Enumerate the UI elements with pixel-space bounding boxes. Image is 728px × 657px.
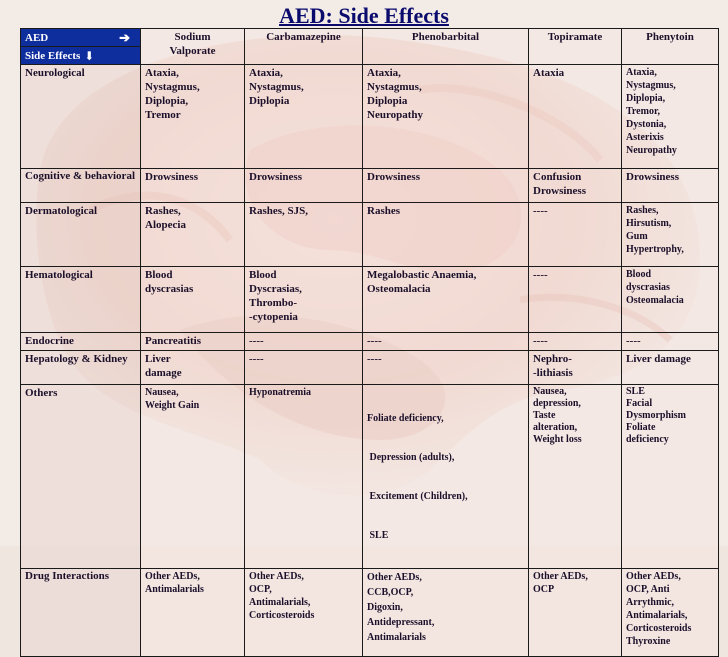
cell-line: Hypertrophy, [626,244,684,255]
cell-line: Diplopia [249,95,290,107]
corner-side-effects-label: Side Effects [25,49,81,62]
table-cell [529,333,622,351]
table-cell [141,569,245,657]
cell-line: SLE [626,386,645,397]
cell-line: -cytopenia [249,311,298,323]
cell-line: dyscrasias [626,282,670,293]
table-cell [141,351,245,385]
aed-side-effects-table [20,28,719,657]
table-cell [622,65,719,169]
cell-line: Tremor, [626,106,660,117]
cell-line: Drowsiness [367,171,420,183]
table-cell [622,333,719,351]
cell-line: Thyroxine [626,636,671,647]
cell-line: Weight loss [533,434,582,445]
table-cell [529,569,622,657]
cell-line: Rashes, [626,205,659,216]
table-cell [363,65,529,169]
table-cell [622,569,719,657]
cell-line: Other AEDs, [145,571,200,582]
cell-line: ---- [626,335,641,347]
cell-line: ---- [533,335,548,347]
cell-line: Taste [533,410,556,421]
cell-line: ---- [533,269,548,281]
cell-line: Other AEDs, [249,571,304,582]
table-row [21,267,719,333]
cell-line: Hirsutism, [626,218,672,229]
cell-line: Dyscrasias, [249,283,302,295]
cell-line: Digoxin, [367,602,403,613]
table-cell [363,333,529,351]
cell-line: Ataxia, [367,67,401,79]
cell-line: alteration, [533,422,578,433]
cell-line: Drowsiness [533,185,586,197]
cell-line: Depression (adults), [367,452,455,463]
cell-line: Confusion [533,171,582,183]
table-cell [141,169,245,203]
cell-line: Arrythmic, [626,597,675,608]
down-arrow-icon: ⬇ [84,48,95,63]
cell-line: Nystagmus, [249,81,304,93]
table-cell [141,203,245,267]
cell-line: Foliate deficiency, [367,413,444,424]
cell-line: ---- [367,335,382,347]
table-cell [529,169,622,203]
cell-line: CCB,OCP, [367,587,414,598]
table-cell [363,569,529,657]
header-row [21,29,719,65]
table-cell [622,267,719,333]
cell-line: ---- [249,335,264,347]
cell-line: Other AEDs, [626,571,681,582]
cell-line: Rashes, SJS, [249,205,308,217]
table-row [21,385,719,569]
cell-line: Nephro- [533,353,572,365]
cell-line: Dystonia, [626,119,667,130]
table-cell [245,169,363,203]
row-label: Hepatology & Kidney [21,351,141,385]
column-header: Sodium Valporate [141,29,245,65]
cell-line: -lithiasis [533,367,573,379]
row-label: Others [21,385,141,569]
table-cell [529,65,622,169]
cell-line: Nystagmus, [145,81,200,93]
cell-line: ---- [249,353,264,365]
table-row [21,203,719,267]
cell-line: Nystagmus, [626,80,676,91]
table-cell [529,351,622,385]
cell-line: Antidepressant, [367,617,435,628]
cell-line: Megalobastic Anaemia, [367,269,477,281]
table-cell [363,267,529,333]
cell-line: Other AEDs, [533,571,588,582]
cell-line: ---- [367,353,382,365]
cell-line: Corticosteroids [626,623,692,634]
cell-line: Antimalarials, [249,597,311,608]
cell-line: Drowsiness [626,171,679,183]
table-cell [363,351,529,385]
table-cell [141,267,245,333]
cell-line: Diplopia, [626,93,666,104]
row-label: Endocrine [21,333,141,351]
table-cell [363,203,529,267]
table-cell [245,65,363,169]
cell-line: Facial [626,398,653,409]
table-row [21,169,719,203]
cell-line: deficiency [626,434,669,445]
corner-aed-label: AED [25,31,49,44]
cell-line: Gum [626,231,648,242]
page-title: AED: Side Effects [279,3,449,28]
table-cell [622,169,719,203]
table-cell [622,385,719,569]
cell-line: Nausea, [145,387,179,398]
table-cell [245,333,363,351]
cell-line: Foliate [626,422,656,433]
cell-line: Drowsiness [249,171,302,183]
table-cell [141,385,245,569]
cell-line: Ataxia, [249,67,283,79]
cell-line: OCP, Anti [626,584,670,595]
cell-line: Antimalarials [145,584,204,595]
cell-line: Weight Gain [145,400,200,411]
cell-line: Thrombo- [249,297,298,309]
cell-line: Blood [249,269,277,281]
table-cell [529,267,622,333]
cell-line: Antimalarials [367,632,426,643]
cell-line: OCP, [249,584,272,595]
row-label: Cognitive & behavioral [21,169,141,203]
header-corner-cell [21,29,141,65]
cell-line: Tremor [145,109,181,121]
cell-line: Diplopia [367,95,408,107]
table-cell [622,203,719,267]
cell-line: Other AEDs, [367,572,422,583]
cell-line: depression, [533,398,581,409]
row-label: Hematological [21,267,141,333]
table-row [21,351,719,385]
table-cell [363,169,529,203]
table-cell [245,385,363,569]
cell-line: ---- [533,205,548,217]
column-header: Phenytoin [622,29,719,65]
table-row [21,333,719,351]
table-cell [141,333,245,351]
cell-line: Dysmorphism [626,410,687,421]
cell-line: Ataxia, [626,67,657,78]
cell-line: OCP [533,584,555,595]
cell-line: Liver damage [626,353,691,365]
cell-line: Hyponatremia [249,387,312,398]
column-header: Topiramate [529,29,622,65]
row-label: Dermatological [21,203,141,267]
row-label: Drug Interactions [21,569,141,657]
cell-line: Corticosteroids [249,610,315,621]
table-cell [363,385,529,569]
column-header: Phenobarbital [363,29,529,65]
cell-line: Drowsiness [145,171,198,183]
row-label: Neurological [21,65,141,169]
table-row [21,569,719,657]
cell-line: Alopecia [145,219,186,231]
table-cell [622,351,719,385]
cell-line: Rashes, [145,205,181,217]
cell-line: Diplopia, [145,95,189,107]
table-cell [245,203,363,267]
table-cell [529,203,622,267]
cell-line: Blood [626,269,652,280]
column-header: Carbamazepine [245,29,363,65]
cell-line: Neuropathy [367,109,424,121]
table-cell [245,267,363,333]
cell-line: Antimalarials, [626,610,688,621]
cell-line: Excitement (Children), [367,491,468,502]
cell-line: Ataxia, [145,67,179,79]
table-cell [245,351,363,385]
cell-line: Osteomalacia [367,283,431,295]
cell-line: Neuropathy [626,145,677,156]
cell-line: Liver [145,353,171,365]
cell-line: Ataxia [533,67,565,79]
cell-line: Asterixis [626,132,664,143]
table-cell [529,385,622,569]
cell-line: Rashes [367,205,401,217]
table-row [21,65,719,169]
table-cell [141,65,245,169]
table-cell [245,569,363,657]
cell-line: Nausea, [533,386,567,397]
cell-line: damage [145,367,182,379]
cell-line: Pancreatitis [145,335,202,347]
cell-line: Nystagmus, [367,81,422,93]
cell-line: Blood [145,269,173,281]
cell-line: Osteomalacia [626,295,684,306]
cell-line: dyscrasias [145,283,194,295]
right-arrow-icon: ➔ [119,29,130,45]
cell-line: SLE [367,530,389,541]
